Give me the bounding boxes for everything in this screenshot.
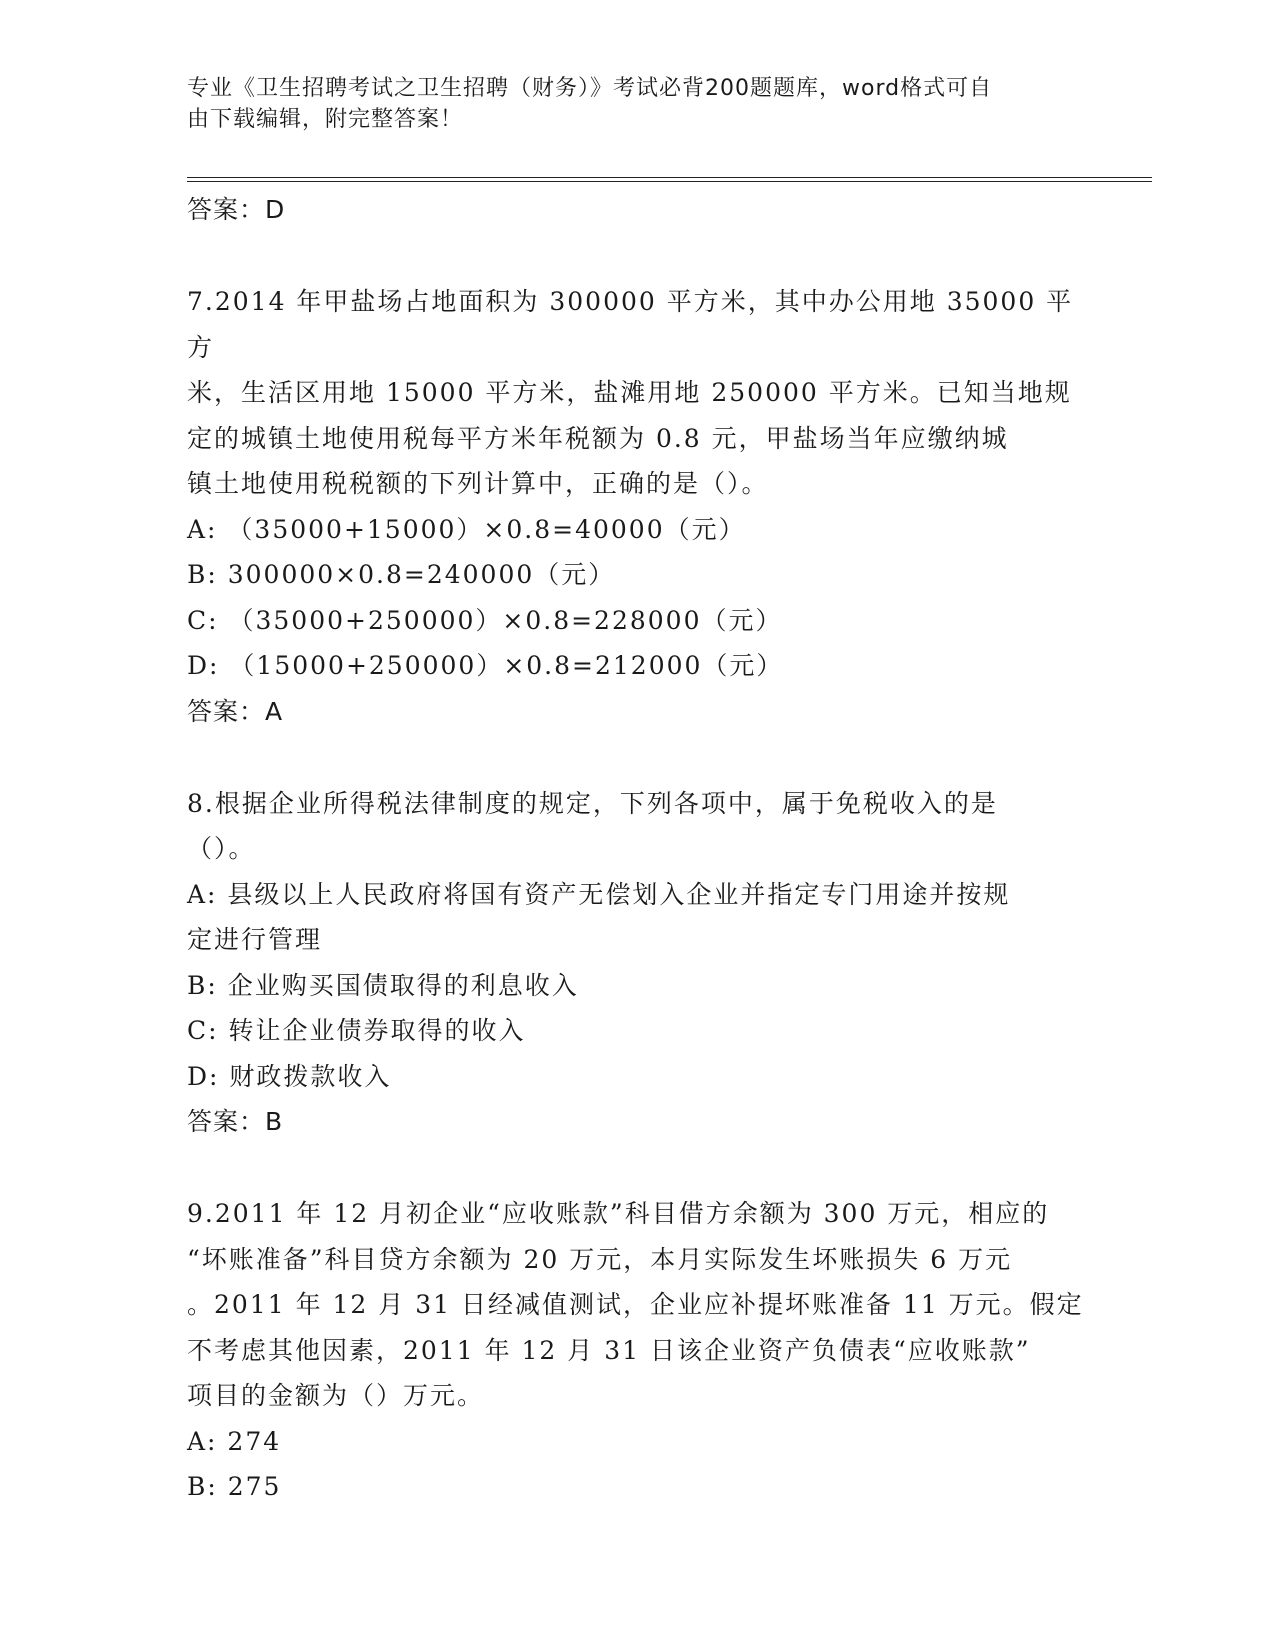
question-line: 项目的金额为（）万元。 xyxy=(187,1381,485,1410)
option-d: D: （15000+250000）×0.8=212000（元） xyxy=(187,651,784,680)
question-line: 9.2011 年 12 月初企业“应收账款”科目借方余额为 300 万元，相应的 xyxy=(187,1199,1050,1228)
option-a: A: 县级以上人民政府将国有资产无偿划入企业并指定专门用途并按规 xyxy=(187,879,1011,909)
header-line-2: 由下载编辑，附完整答案！ xyxy=(187,107,464,132)
question-8 xyxy=(187,781,1087,1146)
question-line: 定的城镇土地使用税每平方米年税额为 0.8 元，甲盐场当年应缴纳城 xyxy=(187,423,1009,453)
document-header xyxy=(187,73,1067,135)
option-c: C: 转让企业债券取得的收入 xyxy=(187,1016,526,1045)
option-a: A: （35000+15000）×0.8=40000（元） xyxy=(187,514,746,544)
document-body xyxy=(187,187,1087,1510)
option-b: B: 275 xyxy=(187,1472,282,1501)
question-line: 8.根据企业所得税法律制度的规定，下列各项中，属于免税收入的是 xyxy=(187,788,998,818)
option-d: D: 财政拨款收入 xyxy=(187,1061,392,1091)
option-a: A: 274 xyxy=(187,1426,282,1456)
answer: 答案：B xyxy=(187,1107,284,1136)
question-9 xyxy=(187,1191,1087,1510)
header-line-1: 专业《卫生招聘考试之卫生招聘（财务）》考试必背200题题库，word格式可自 xyxy=(187,76,993,101)
question-line: “坏账准备”科目贷方余额为 20 万元，本月实际发生坏账损失 6 万元 xyxy=(187,1244,1013,1274)
question-line: 。2011 年 12 月 31 日经减值测试，企业应补提坏账准备 11 万元。假定 xyxy=(187,1290,1084,1319)
question-line: 镇土地使用税税额的下列计算中，正确的是（）。 xyxy=(187,469,769,498)
option-b: B: 企业购买国债取得的利息收入 xyxy=(187,970,579,1000)
question-line: 不考虑其他因素，2011 年 12 月 31 日该企业资产负债表“应收账款” xyxy=(187,1335,1031,1365)
header-divider-bottom xyxy=(187,181,1152,182)
header-divider-top xyxy=(187,177,1152,178)
question-line: 7.2014 年甲盐场占地面积为 300000 平方米，其中办公用地 35000 平方 xyxy=(187,287,1074,362)
question-7 xyxy=(187,279,1087,735)
question-line: （）。 xyxy=(187,834,256,863)
question-line: 米，生活区用地 15000 平方米，盐滩用地 250000 平方米。已知当地规 xyxy=(187,378,1072,407)
option-b: B: 300000×0.8=240000（元） xyxy=(187,560,616,589)
option-a-continued: 定进行管理 xyxy=(187,925,323,954)
answer: 答案：A xyxy=(187,696,284,726)
previous-answer: 答案：D xyxy=(187,195,286,224)
option-c: C: （35000+250000）×0.8=228000（元） xyxy=(187,605,783,635)
